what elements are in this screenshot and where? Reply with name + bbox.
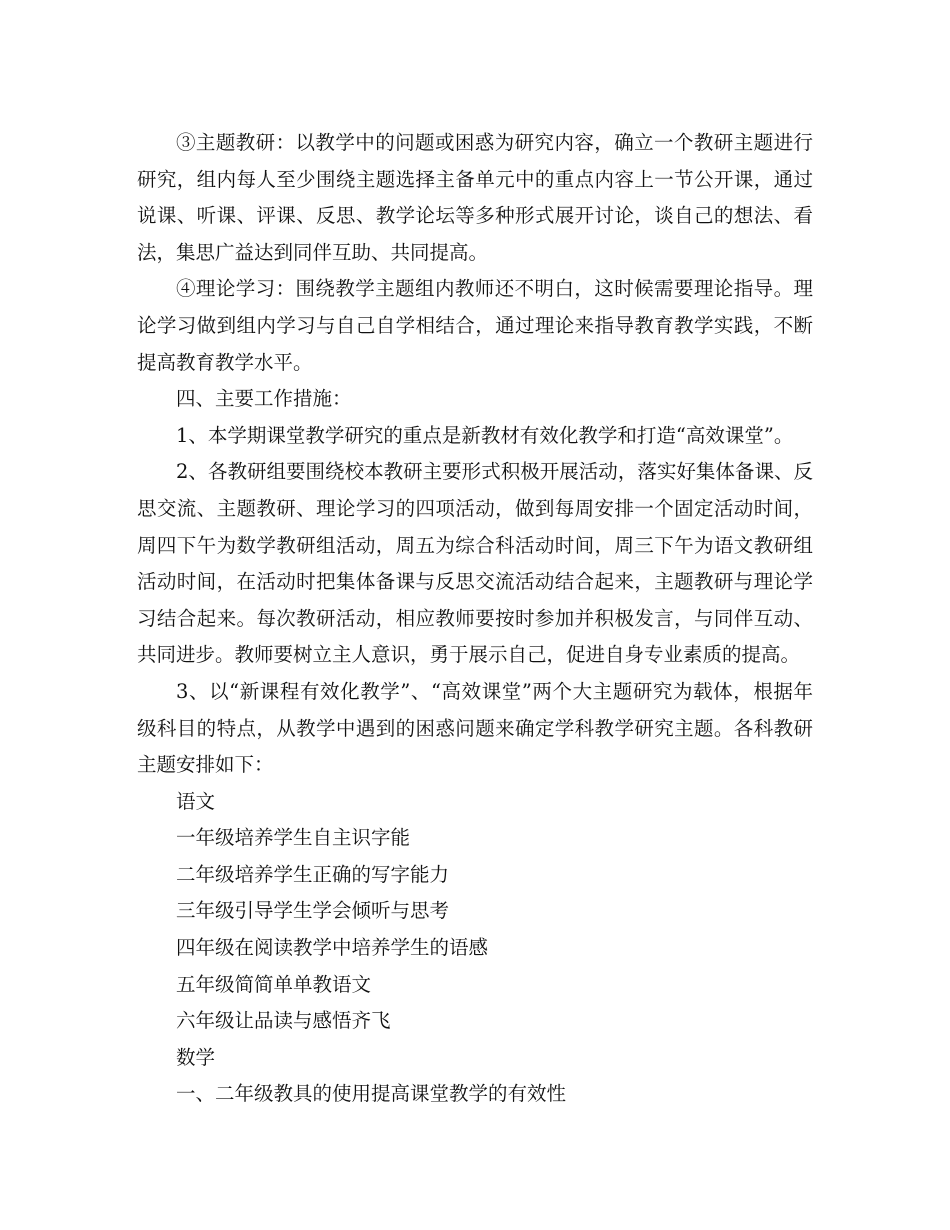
list-item: 三年级引导学生学会倾听与思考 <box>176 899 450 923</box>
paragraph-measure-1: 1、本学期课堂教学研究的重点是新教材有效化教学和打造“高效课堂”。 <box>176 423 794 447</box>
list-item: 一、二年级教具的使用提高课堂教学的有效性 <box>176 1082 567 1106</box>
list-item: 一年级培养学生自主识字能 <box>176 826 411 850</box>
paragraph-measure-2: 2、各教研组要围绕校本教研主要形式积极开展活动，落实好集体备课、反思交流、主题教研、理论学习的四项活动，做到每周安排一个固定活动时间，周四下午为数学教研组活动，周五为综合科活动时间，周三下午为语文教研组活动时间，在活动时把集体备课与反思交流活动结合起来，主题教研与理论学习结合起来。每次教研活动，相应教师要按时参加并积极发言，与同伴互动、共同进步。教师要树立主人意识，勇于展示自己，促进自身专业素质的提高。 <box>137 460 813 667</box>
list-item: 五年级简简单单教语文 <box>176 972 372 996</box>
subject-heading-math: 数学 <box>176 1045 216 1069</box>
section-heading-main-measures: 四、主要工作措施： <box>176 387 352 411</box>
list-item: 六年级让品读与感悟齐飞 <box>176 1009 391 1033</box>
document-body <box>137 125 813 1113</box>
paragraph-theme-research: ③主题教研：以教学中的问题或困惑为研究内容，确立一个教研主题进行研究，组内每人至少围绕主题选择主备单元中的重点内容上一节公开课，通过说课、听课、评课、反思、教学论坛等多种形式展开讨论，谈自己的想法、看法，集思广益达到同伴互助、共同提高。 <box>137 131 813 264</box>
list-item: 四年级在阅读教学中培养学生的语感 <box>176 936 489 960</box>
paragraph-theory-study: ④理论学习：围绕教学主题组内教师还不明白，这时候需要理论指导。理论学习做到组内学习与自己自学相结合，通过理论来指导教育教学实践，不断提高教育教学水平。 <box>137 277 813 374</box>
paragraph-measure-3: 3、以“新课程有效化教学”、“高效课堂”两个大主题研究为载体，根据年级科目的特点，从教学中遇到的困惑问题来确定学科教学研究主题。各科教研主题安排如下： <box>137 679 813 777</box>
subject-topic-list <box>137 784 813 1113</box>
subject-heading-chinese: 语文 <box>176 789 216 813</box>
list-item: 二年级培养学生正确的写字能力 <box>176 862 450 886</box>
